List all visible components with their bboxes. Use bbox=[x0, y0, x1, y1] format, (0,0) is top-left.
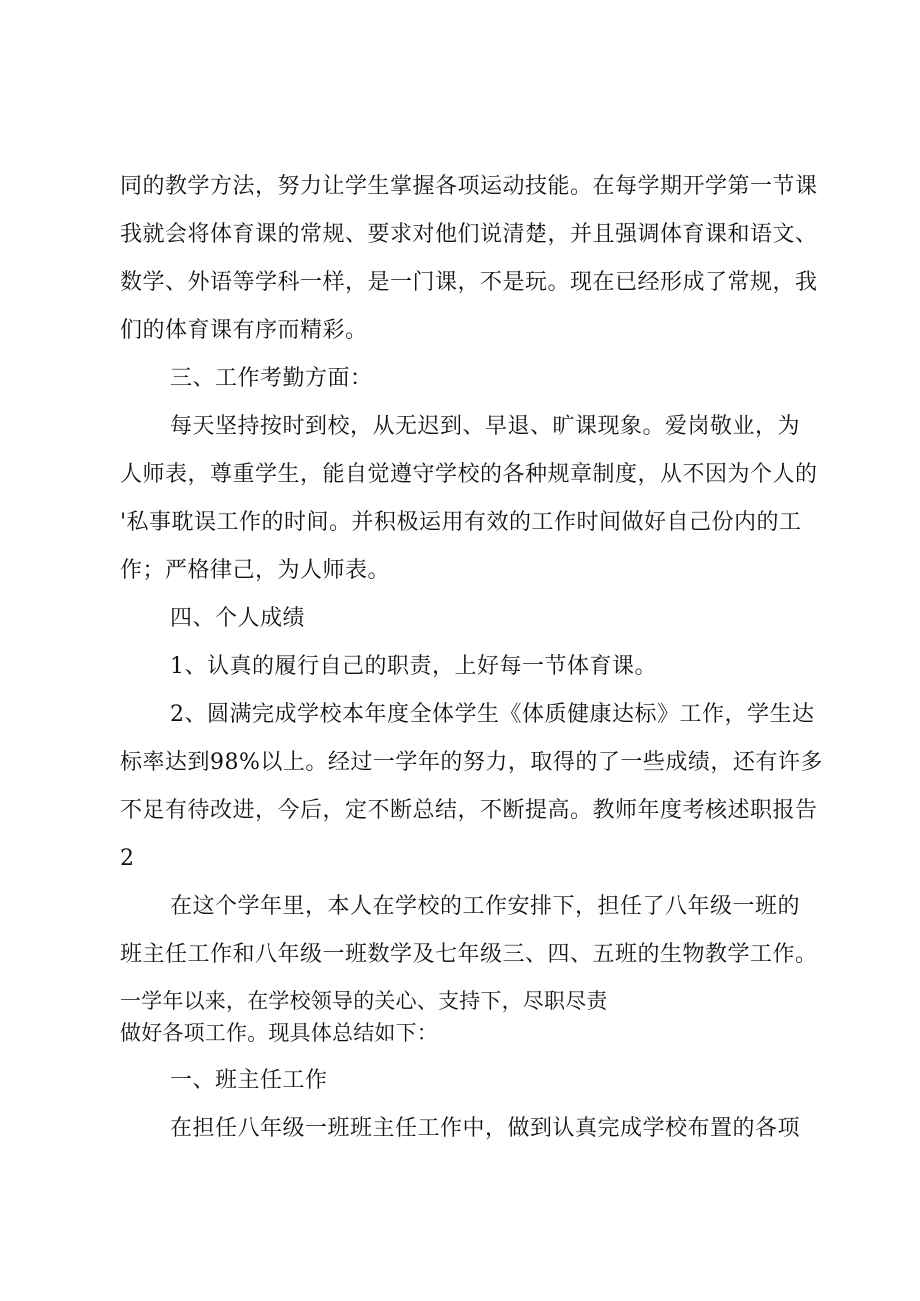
text-line: 们的体育课有序而精彩。 bbox=[120, 318, 368, 343]
text-line: '私事耽误工作的时间。并积极运用有效的工作时间做好自己份内的工 bbox=[120, 510, 802, 535]
text-line: 同的教学方法，努力让学生掌握各项运动技能。在每学期开学第一节课 bbox=[120, 174, 818, 199]
list-item: 1、认真的履行自己的职责，上好每一节体育课。 bbox=[170, 654, 657, 679]
text-line: 2 bbox=[120, 846, 135, 871]
text-line: 作；严格律己，为人师表。 bbox=[120, 558, 391, 583]
text-line: 在这个学年里，本人在学校的工作安排下，担任了八年级一班的 bbox=[170, 894, 801, 919]
section-heading: 一、班主任工作 bbox=[170, 1068, 328, 1093]
section-heading: 四、个人成绩 bbox=[170, 606, 306, 631]
text-line: 每天坚持按时到校，从无迟到、早退、旷课现象。爱岗敬业，为 bbox=[170, 414, 801, 439]
list-item: 2、圆满完成学校本年度全体学生《体质健康达标》工作，学生达 bbox=[170, 702, 815, 727]
section-heading: 三、工作考勤方面： bbox=[170, 366, 373, 391]
text-line: 在担任八年级一班班主任工作中，做到认真完成学校布置的各项 bbox=[170, 1116, 801, 1141]
text-line: 数学、外语等学科一样，是一门课，不是玩。现在已经形成了常规，我 bbox=[120, 270, 818, 295]
text-line: 做好各项工作。现具体总结如下： bbox=[120, 1021, 438, 1045]
text-line: 班主任工作和八年级一班数学及七年级三、四、五班的生物教学工作。 bbox=[120, 942, 818, 967]
text-line: 标率达到98%以上。经过一学年的努力，取得的了一些成绩，还有许多 bbox=[120, 750, 823, 775]
text-line: 人师表，尊重学生，能自觉遵守学校的各种规章制度，从不因为个人的 bbox=[120, 462, 818, 487]
text-line: 不足有待改进，今后，定不断总结，不断提高。教师年度考核述职报告 bbox=[120, 798, 818, 823]
text-line: 我就会将体育课的常规、要求对他们说清楚，并且强调体育课和语文、 bbox=[120, 222, 818, 247]
text-line: 一学年以来，在学校领导的关心、支持下，尽职尽责 bbox=[120, 989, 608, 1013]
